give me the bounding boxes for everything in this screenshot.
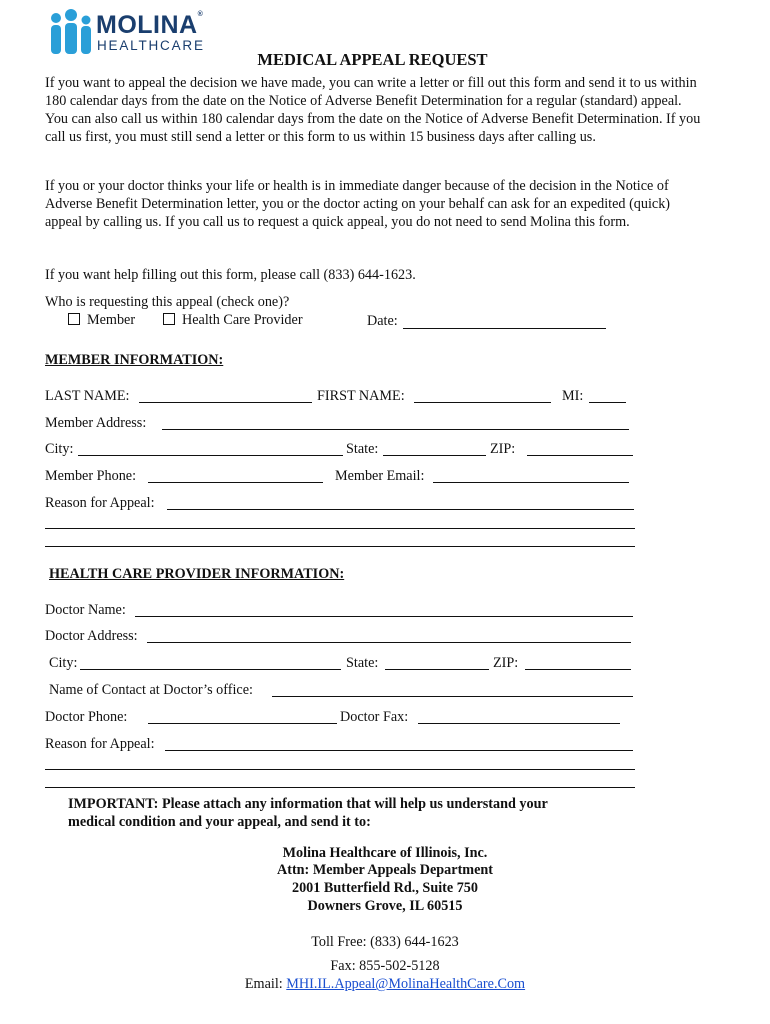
address-line-3: 2001 Butterfield Rd., Suite 750 <box>291 880 478 896</box>
logo-wordmark: MOLINA® <box>96 11 204 39</box>
member-checkbox[interactable] <box>68 313 80 325</box>
page-title: MEDICAL APPEAL REQUEST <box>257 50 488 69</box>
member-reason-line-3[interactable] <box>45 546 635 547</box>
provider-reason-line-2[interactable] <box>45 769 635 770</box>
member-state-field[interactable] <box>383 455 486 456</box>
member-zip-label: ZIP: <box>490 441 516 457</box>
doctor-name-field[interactable] <box>135 616 633 617</box>
member-city-label: City: <box>45 441 74 457</box>
intro-paragraph-1: If you want to appeal the decision we have made, you can write a letter or fill out this form and send it to us within 180 calendar days from the date on the Notice of Adverse Benefit Determination for a regular (standard) appeal. You can also call us within 180 calendar days from the date on the Notice of Adverse Benefit Determination. If you call us first, you must still send a letter or this form to us within 15 business days after calling us. <box>45 75 701 145</box>
last-name-field[interactable] <box>139 402 312 403</box>
address-line-4: Downers Grove, IL 60515 <box>307 898 463 914</box>
toll-free-line: Toll Free: (833) 644-1623 <box>311 934 459 950</box>
member-address-label: Member Address: <box>45 415 147 431</box>
family-figures-icon <box>48 8 94 56</box>
email-link[interactable]: MHI.IL.Appeal@MolinaHealthCare.Com <box>286 976 526 992</box>
help-phone-line: If you want help filling out this form, please call (833) 644-1623. <box>45 267 416 283</box>
member-section-heading: MEMBER INFORMATION: <box>45 352 224 368</box>
member-phone-field[interactable] <box>148 482 323 483</box>
date-field[interactable] <box>403 328 606 329</box>
provider-city-label: City: <box>49 655 78 671</box>
member-email-label: Member Email: <box>335 468 425 484</box>
date-label: Date: <box>367 313 398 329</box>
requester-question: Who is requesting this appeal (check one)? <box>45 294 290 310</box>
doctor-address-label: Doctor Address: <box>45 628 138 644</box>
address-line-1: Molina Healthcare of Illinois, Inc. <box>282 845 488 861</box>
first-name-field[interactable] <box>414 402 551 403</box>
fax-line: Fax: 855-502-5128 <box>330 958 440 974</box>
provider-reason-label: Reason for Appeal: <box>45 736 155 752</box>
email-line <box>0 975 770 993</box>
contact-name-field[interactable] <box>272 696 633 697</box>
doctor-phone-label: Doctor Phone: <box>45 709 128 725</box>
contact-name-label: Name of Contact at Doctor’s office: <box>49 682 253 698</box>
doctor-fax-field[interactable] <box>418 723 620 724</box>
last-name-label: LAST NAME: <box>45 388 130 404</box>
provider-section-heading: HEALTH CARE PROVIDER INFORMATION: <box>49 566 345 582</box>
doctor-phone-field[interactable] <box>148 723 337 724</box>
intro-paragraph-2: If you or your doctor thinks your life or health is in immediate danger because of the decision in the Notice of Adverse Benefit Determination letter, you or the doctor acting on your behalf can ask for an expedited (quick) appeal by calling us. If you call us to request a quick appeal, you do not need to send Molina this form. <box>45 178 671 230</box>
provider-city-field[interactable] <box>80 669 341 670</box>
provider-zip-label: ZIP: <box>493 655 519 671</box>
member-address-field[interactable] <box>162 429 629 430</box>
address-line-2: Attn: Member Appeals Department <box>276 862 494 878</box>
member-zip-field[interactable] <box>527 455 633 456</box>
logo-subtext: HEALTHCARE <box>97 38 205 53</box>
mi-field[interactable] <box>589 402 626 403</box>
member-reason-line-2[interactable] <box>45 528 635 529</box>
member-city-field[interactable] <box>78 455 343 456</box>
member-phone-label: Member Phone: <box>45 468 137 484</box>
provider-state-label: State: <box>346 655 379 671</box>
doctor-address-field[interactable] <box>147 642 631 643</box>
member-reason-label: Reason for Appeal: <box>45 495 155 511</box>
member-reason-field[interactable] <box>167 509 634 510</box>
provider-checkbox-option[interactable]: Health Care Provider <box>163 311 303 329</box>
important-line-1: IMPORTANT: Please attach any information that will help us understand your <box>68 796 548 812</box>
mi-label: MI: <box>562 388 584 404</box>
molina-logo <box>48 8 205 56</box>
member-checkbox-option[interactable]: Member <box>68 311 135 329</box>
provider-reason-field[interactable] <box>165 750 633 751</box>
doctor-fax-label: Doctor Fax: <box>340 709 409 725</box>
member-state-label: State: <box>346 441 379 457</box>
provider-state-field[interactable] <box>385 669 489 670</box>
member-email-field[interactable] <box>433 482 629 483</box>
doctor-name-label: Doctor Name: <box>45 602 126 618</box>
important-line-2: medical condition and your appeal, and send it to: <box>68 814 371 830</box>
first-name-label: FIRST NAME: <box>317 388 405 404</box>
email-label: Email: <box>244 976 283 992</box>
provider-reason-line-3[interactable] <box>45 787 635 788</box>
provider-zip-field[interactable] <box>525 669 631 670</box>
provider-checkbox[interactable] <box>163 313 175 325</box>
